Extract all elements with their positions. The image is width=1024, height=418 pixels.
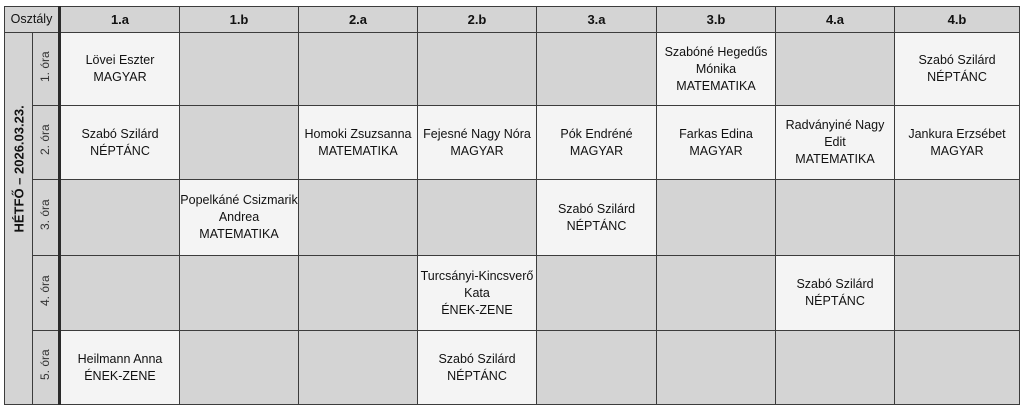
period-row bbox=[5, 331, 1020, 405]
empty-cell bbox=[776, 180, 895, 256]
empty-cell bbox=[537, 331, 657, 405]
day-label-cell bbox=[5, 33, 33, 405]
lesson-cell bbox=[60, 106, 180, 180]
empty-cell bbox=[537, 256, 657, 331]
teacher-name: Farkas Edina bbox=[679, 126, 753, 141]
lesson-cell bbox=[657, 106, 776, 180]
teacher-name: Homoki Zsuzsanna bbox=[304, 126, 412, 141]
teacher-name: Szabó Szilárd bbox=[81, 126, 159, 141]
empty-cell bbox=[299, 331, 418, 405]
teacher-name: Jankura Erzsébet bbox=[908, 126, 1006, 141]
period-label-cell bbox=[33, 256, 60, 331]
empty-cell bbox=[180, 106, 299, 180]
empty-cell bbox=[180, 256, 299, 331]
period-row bbox=[5, 180, 1020, 256]
teacher-name: Szabóné Hegedűs Mónika bbox=[664, 44, 768, 76]
subject-name: NÉPTÁNC bbox=[927, 70, 987, 84]
period-row bbox=[5, 106, 1020, 180]
empty-cell bbox=[418, 180, 537, 256]
empty-cell bbox=[180, 33, 299, 106]
day-label: HÉTFŐ – 2026.03.23. bbox=[11, 105, 27, 233]
empty-cell bbox=[299, 33, 418, 106]
subject-name: MAGYAR bbox=[930, 143, 984, 158]
empty-cell bbox=[895, 331, 1020, 405]
timetable bbox=[4, 6, 1020, 405]
period-label: 3. óra bbox=[38, 199, 52, 230]
class-header: 4.b bbox=[895, 7, 1020, 33]
teacher-name: Szabó Szilárd bbox=[438, 351, 516, 366]
class-header: 1.a bbox=[60, 7, 180, 33]
class-header: 3.b bbox=[657, 7, 776, 33]
empty-cell bbox=[537, 33, 657, 106]
period-label: 5. óra bbox=[38, 349, 52, 380]
empty-cell bbox=[299, 180, 418, 256]
empty-cell bbox=[895, 180, 1020, 256]
subject-name: ÉNEK-ZENE bbox=[84, 368, 156, 383]
teacher-name: Szabó Szilárd bbox=[557, 201, 636, 216]
subject-name: NÉPTÁNC bbox=[805, 294, 865, 308]
subject-name: NÉPTÁNC bbox=[90, 143, 150, 158]
lesson-cell bbox=[537, 106, 657, 180]
subject-name: MAGYAR bbox=[450, 143, 504, 158]
teacher-name: Turcsányi-Kincsverő Kata bbox=[420, 268, 534, 300]
class-header: 2.a bbox=[299, 7, 418, 33]
lesson-cell bbox=[60, 33, 180, 106]
class-header: 3.a bbox=[537, 7, 657, 33]
period-label: 2. óra bbox=[38, 124, 52, 155]
teacher-name: Szabó Szilárd bbox=[918, 53, 996, 67]
subject-name: MAGYAR bbox=[93, 70, 147, 84]
empty-cell bbox=[657, 331, 776, 405]
empty-cell bbox=[418, 33, 537, 106]
lesson-cell bbox=[418, 256, 537, 331]
subject-name: MAGYAR bbox=[569, 143, 624, 158]
lesson-cell bbox=[180, 180, 299, 256]
class-header: 4.a bbox=[776, 7, 895, 33]
empty-cell bbox=[657, 180, 776, 256]
class-header: 1.b bbox=[180, 7, 299, 33]
teacher-name: Fejesné Nagy Nóra bbox=[423, 126, 531, 141]
empty-cell bbox=[60, 180, 180, 256]
empty-cell bbox=[776, 331, 895, 405]
teacher-name: Pók Endréné bbox=[560, 126, 633, 141]
corner-header: Osztály bbox=[5, 7, 60, 33]
teacher-name: Heilmann Anna bbox=[77, 351, 163, 366]
subject-name: MATEMATIKA bbox=[676, 78, 756, 93]
subject-name: MATEMATIKA bbox=[795, 152, 875, 166]
teacher-name: Popelkáné Csizmarik Andrea bbox=[180, 193, 298, 224]
subject-name: NÉPTÁNC bbox=[447, 368, 507, 383]
lesson-cell bbox=[537, 180, 657, 256]
lesson-cell bbox=[776, 256, 895, 331]
lesson-cell bbox=[895, 106, 1020, 180]
class-header: 2.b bbox=[418, 7, 537, 33]
empty-cell bbox=[657, 256, 776, 331]
subject-name: NÉPTÁNC bbox=[566, 218, 627, 233]
teacher-name: Lövei Eszter bbox=[85, 53, 155, 67]
subject-name: ÉNEK-ZENE bbox=[441, 302, 513, 317]
teacher-name: Radványiné Nagy Edit bbox=[785, 118, 885, 149]
empty-cell bbox=[299, 256, 418, 331]
empty-cell bbox=[776, 33, 895, 106]
empty-cell bbox=[180, 331, 299, 405]
timetable-body bbox=[5, 33, 1020, 405]
lesson-cell bbox=[418, 331, 537, 405]
empty-cell bbox=[895, 256, 1020, 331]
period-label-cell bbox=[33, 180, 60, 256]
period-label-cell bbox=[33, 33, 60, 106]
lesson-cell bbox=[299, 106, 418, 180]
period-label: 4. óra bbox=[38, 274, 52, 306]
subject-name: MAGYAR bbox=[689, 143, 743, 158]
lesson-cell bbox=[418, 106, 537, 180]
period-row bbox=[5, 256, 1020, 331]
period-label-cell bbox=[33, 331, 60, 405]
header-row bbox=[5, 7, 1020, 33]
period-row bbox=[5, 33, 1020, 106]
subject-name: MATEMATIKA bbox=[318, 143, 398, 158]
lesson-cell bbox=[60, 331, 180, 405]
lesson-cell bbox=[657, 33, 776, 106]
teacher-name: Szabó Szilárd bbox=[796, 277, 874, 291]
lesson-cell bbox=[895, 33, 1020, 106]
period-label-cell bbox=[33, 106, 60, 180]
subject-name: MATEMATIKA bbox=[199, 227, 279, 241]
lesson-cell bbox=[776, 106, 895, 180]
period-label: 1. óra bbox=[38, 50, 52, 82]
empty-cell bbox=[60, 256, 180, 331]
